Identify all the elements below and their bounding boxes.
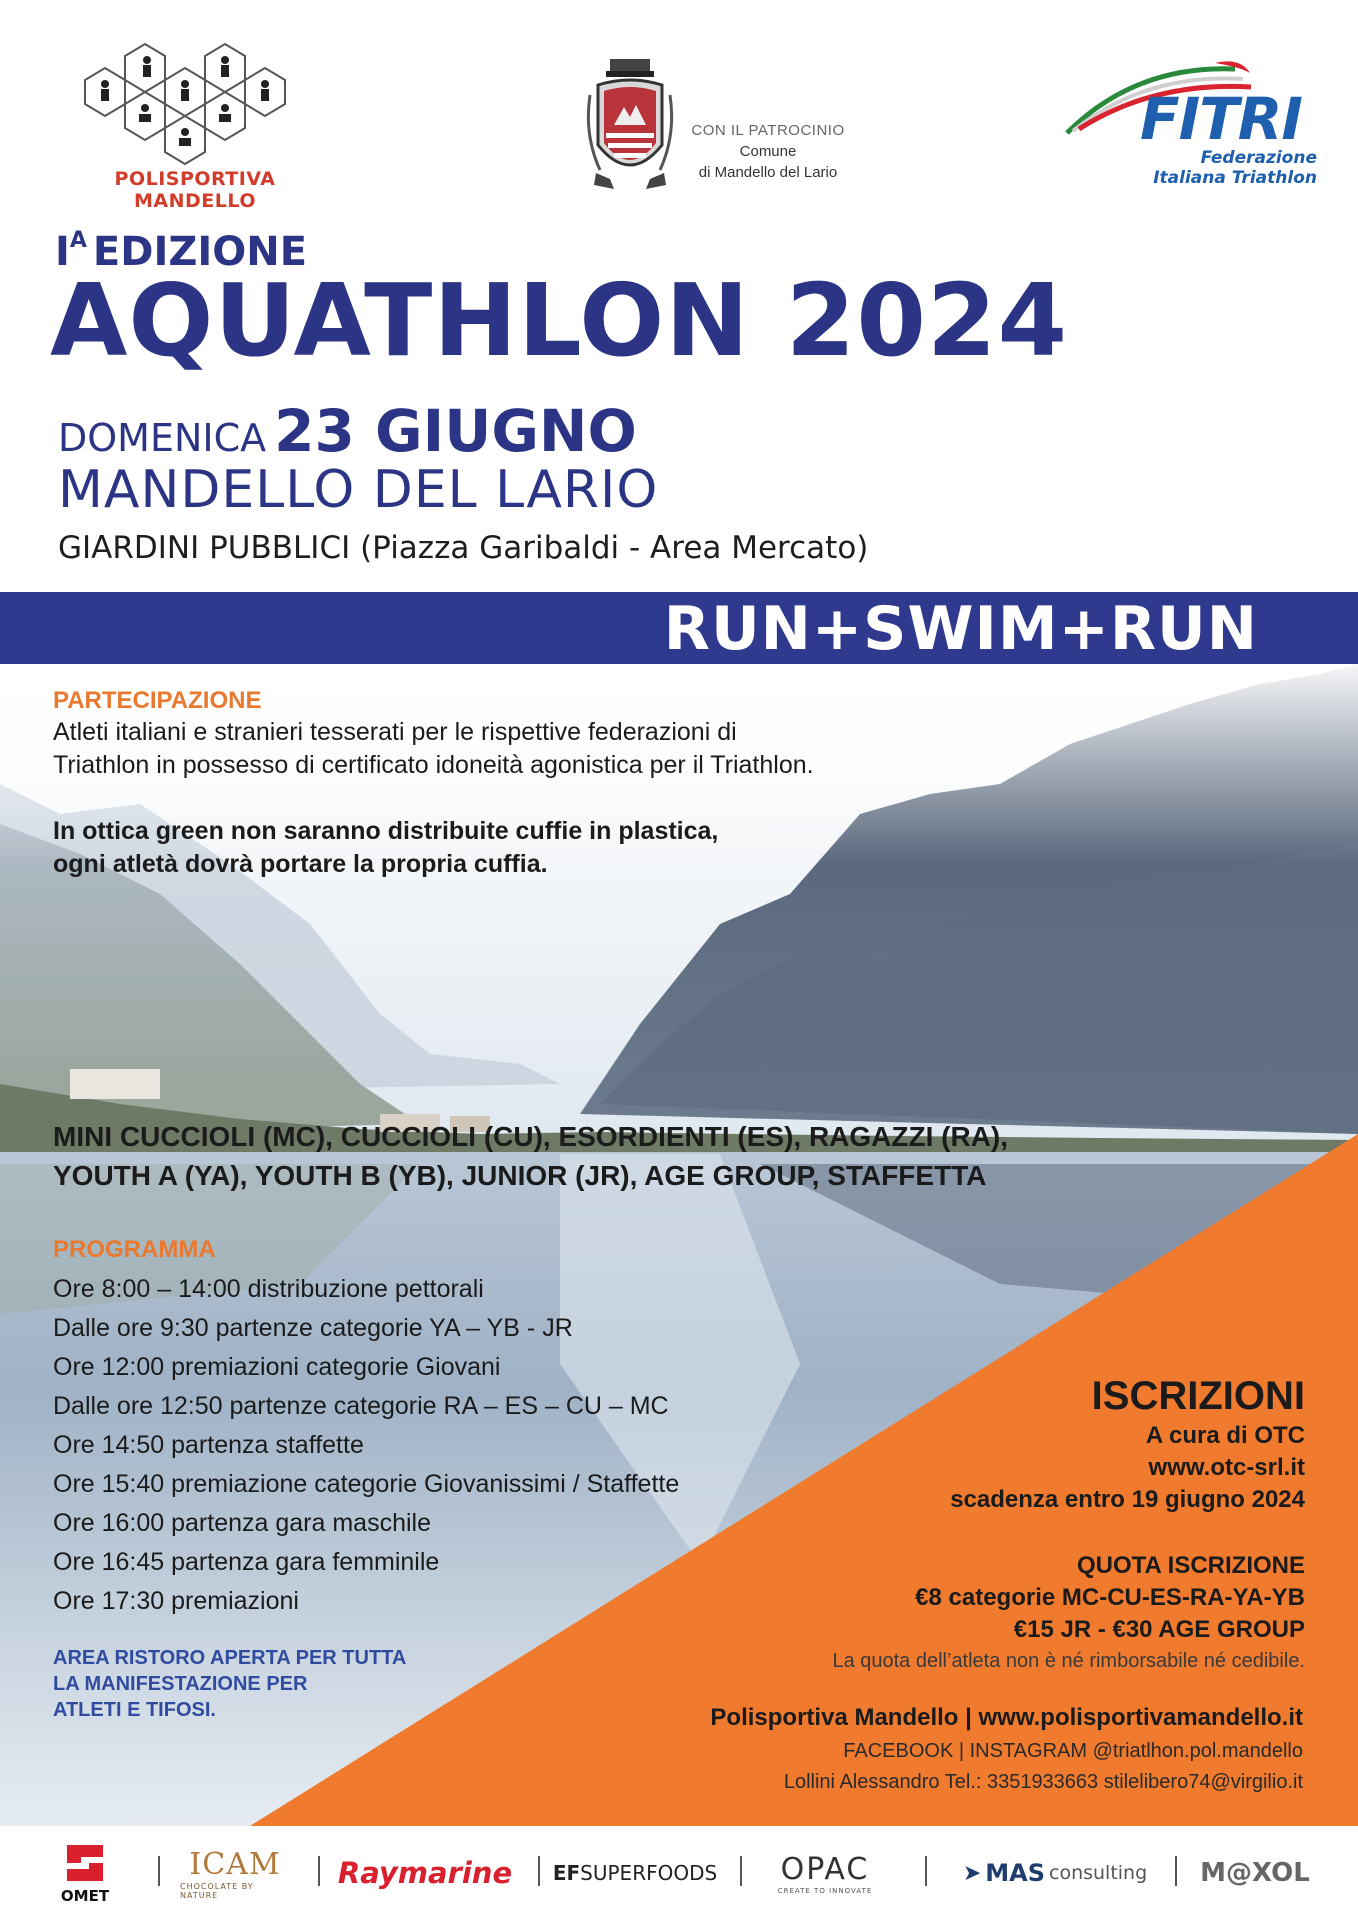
patrocinio-line2: Comune	[739, 143, 797, 160]
sponsor-opac	[760, 1826, 890, 1920]
iscrizioni-organizer: A cura di OTC	[1145, 1422, 1305, 1449]
icam-label: ICAM	[189, 1846, 281, 1882]
omet-label: OMET	[60, 1887, 110, 1905]
patrocinio-text	[683, 120, 853, 183]
patrocinio-line1: CON IL PATROCINIO	[691, 122, 845, 139]
event-place: MANDELLO DEL LARIO	[58, 460, 659, 520]
patrocinio-line3: di Mandello del Lario	[698, 164, 838, 181]
iscrizioni-title: ISCRIZIONI	[1091, 1374, 1305, 1418]
event-format: RUN+SWIM+RUN	[663, 594, 1258, 664]
sponsor-divider	[925, 1856, 927, 1886]
ristoro-line1: AREA RISTORO APERTA PER TUTTA	[53, 1647, 407, 1669]
ef-label	[553, 1861, 717, 1885]
green-notice-line1: In ottica green non saranno distribuite cuffie in plastica,	[53, 817, 719, 845]
sponsor-mas	[950, 1826, 1160, 1920]
ristoro-notice	[53, 1645, 406, 1723]
icam-sub: CHOCOLATE BY NATURE	[180, 1881, 254, 1900]
programma-item: Ore 17:30 premiazioni	[53, 1587, 299, 1615]
programma-item: Dalle ore 12:50 partenze categorie RA – ES – CU – MC	[53, 1392, 669, 1420]
ristoro-line3: ATLETI E TIFOSI.	[53, 1699, 216, 1721]
iscrizioni-block	[950, 1372, 1305, 1516]
mas-sub: consulting	[1049, 1862, 1148, 1884]
contact-main[interactable]: Polisportiva Mandello | www.polisportivamandello.it	[710, 1704, 1303, 1731]
sponsor-bar	[0, 1826, 1358, 1920]
green-notice-line2: ogni atletà dovrà portare la propria cuffia.	[53, 850, 548, 878]
sponsor-omet	[55, 1826, 115, 1920]
fitri-line1: Federazione	[1200, 148, 1317, 168]
sponsor-raymarine: Raymarine	[337, 1856, 513, 1890]
omet-logo-icon	[63, 1841, 107, 1885]
fitri-subtitle	[1127, 148, 1317, 188]
contact-block	[710, 1700, 1303, 1798]
fitri-line2: Italiana Triathlon	[1153, 168, 1317, 188]
fitri-acronym: FITRI	[1140, 85, 1303, 153]
categories-line2: YOUTH A (YA), YOUTH B (YB), JUNIOR (JR), AGE GROUP, STAFFETTA	[53, 1160, 987, 1191]
contact-phone: Lollini Alessandro Tel.: 3351933663 stilelibero74@virgilio.it	[783, 1771, 1303, 1793]
iscrizioni-website[interactable]: www.otc-srl.it	[1148, 1454, 1305, 1481]
sponsor-divider	[538, 1856, 540, 1886]
event-day-name: DOMENICA	[58, 416, 267, 460]
event-date-value: 23 GIUGNO	[274, 397, 637, 465]
event-title: AQUATHLON 2024	[50, 262, 1069, 379]
edition-word: EDIZIONE	[92, 229, 308, 275]
programma-item: Ore 16:45 partenza gara femminile	[53, 1548, 440, 1576]
event-date	[58, 397, 637, 465]
mas-label: MAS	[985, 1859, 1045, 1887]
sponsor-efsuperfoods	[550, 1826, 720, 1920]
ristoro-line2: LA MANIFESTAZIONE PER	[53, 1673, 308, 1695]
sponsor-maxol: M@XOL	[1200, 1858, 1310, 1888]
programma-item: Ore 8:00 – 14:00 distribuzione pettorali	[53, 1275, 484, 1303]
partecipazione-title: PARTECIPAZIONE	[53, 687, 262, 714]
hexagon-sports-icon	[65, 40, 325, 165]
partecipazione-line1: Atleti italiani e stranieri tesserati per le rispettive federazioni di	[53, 718, 737, 746]
polisportiva-logo	[55, 40, 335, 212]
iscrizioni-deadline: scadenza entro 19 giugno 2024	[950, 1486, 1305, 1513]
mas-arrow-icon: ➤	[962, 1860, 982, 1885]
opac-label: OPAC	[780, 1851, 870, 1887]
sponsor-divider	[318, 1856, 320, 1886]
sponsor-divider	[1175, 1856, 1177, 1886]
quota-note: La quota dell’atleta non è né rimborsabile né cedibile.	[832, 1650, 1305, 1672]
sponsor-divider	[740, 1856, 742, 1886]
programma-item: Dalle ore 9:30 partenze categorie YA – YB - JR	[53, 1314, 573, 1342]
programma-item: Ore 16:00 partenza gara maschile	[53, 1509, 431, 1537]
contact-social: FACEBOOK | INSTAGRAM @triatlhon.pol.mandello	[843, 1740, 1303, 1762]
quota-title: QUOTA ISCRIZIONE	[1077, 1552, 1305, 1579]
comune-crest-icon	[580, 55, 680, 195]
programma-item: Ore 12:00 premiazioni categorie Giovani	[53, 1353, 501, 1381]
ef-bold: EF	[552, 1861, 581, 1885]
event-venue: GIARDINI PUBBLICI (Piazza Garibaldi - Area Mercato)	[58, 530, 869, 566]
opac-sub: CREATE TO INNOVATE	[777, 1886, 873, 1895]
quota-line2: €15 JR - €30 AGE GROUP	[1013, 1616, 1305, 1643]
quota-block	[832, 1550, 1305, 1676]
partecipazione-line2: Triathlon in possesso di certificato idoneità agonistica per il Triathlon.	[53, 751, 814, 779]
quota-line1: €8 categorie MC-CU-ES-RA-YA-YB	[915, 1584, 1305, 1611]
format-band	[0, 592, 1358, 664]
programma-title: PROGRAMMA	[53, 1236, 216, 1263]
polisportiva-name: POLISPORTIVA MANDELLO	[114, 168, 276, 212]
programma-item: Ore 15:40 premiazione categorie Giovanissimi / Staffette	[53, 1470, 680, 1498]
edition-roman: I	[55, 229, 70, 275]
programma-item: Ore 14:50 partenza staffette	[53, 1431, 364, 1459]
edition-sup: A	[69, 228, 87, 253]
programma-list	[53, 1270, 679, 1621]
ef-rest: SUPERFOODS	[580, 1861, 718, 1885]
fitri-logo	[1065, 55, 1315, 190]
sponsor-divider	[158, 1856, 160, 1886]
categories-block	[53, 1117, 1008, 1195]
sponsor-icam	[180, 1826, 290, 1920]
categories-line1: MINI CUCCIOLI (MC), CUCCIOLI (CU), ESORDIENTI (ES), RAGAZZI (RA),	[53, 1121, 1009, 1152]
